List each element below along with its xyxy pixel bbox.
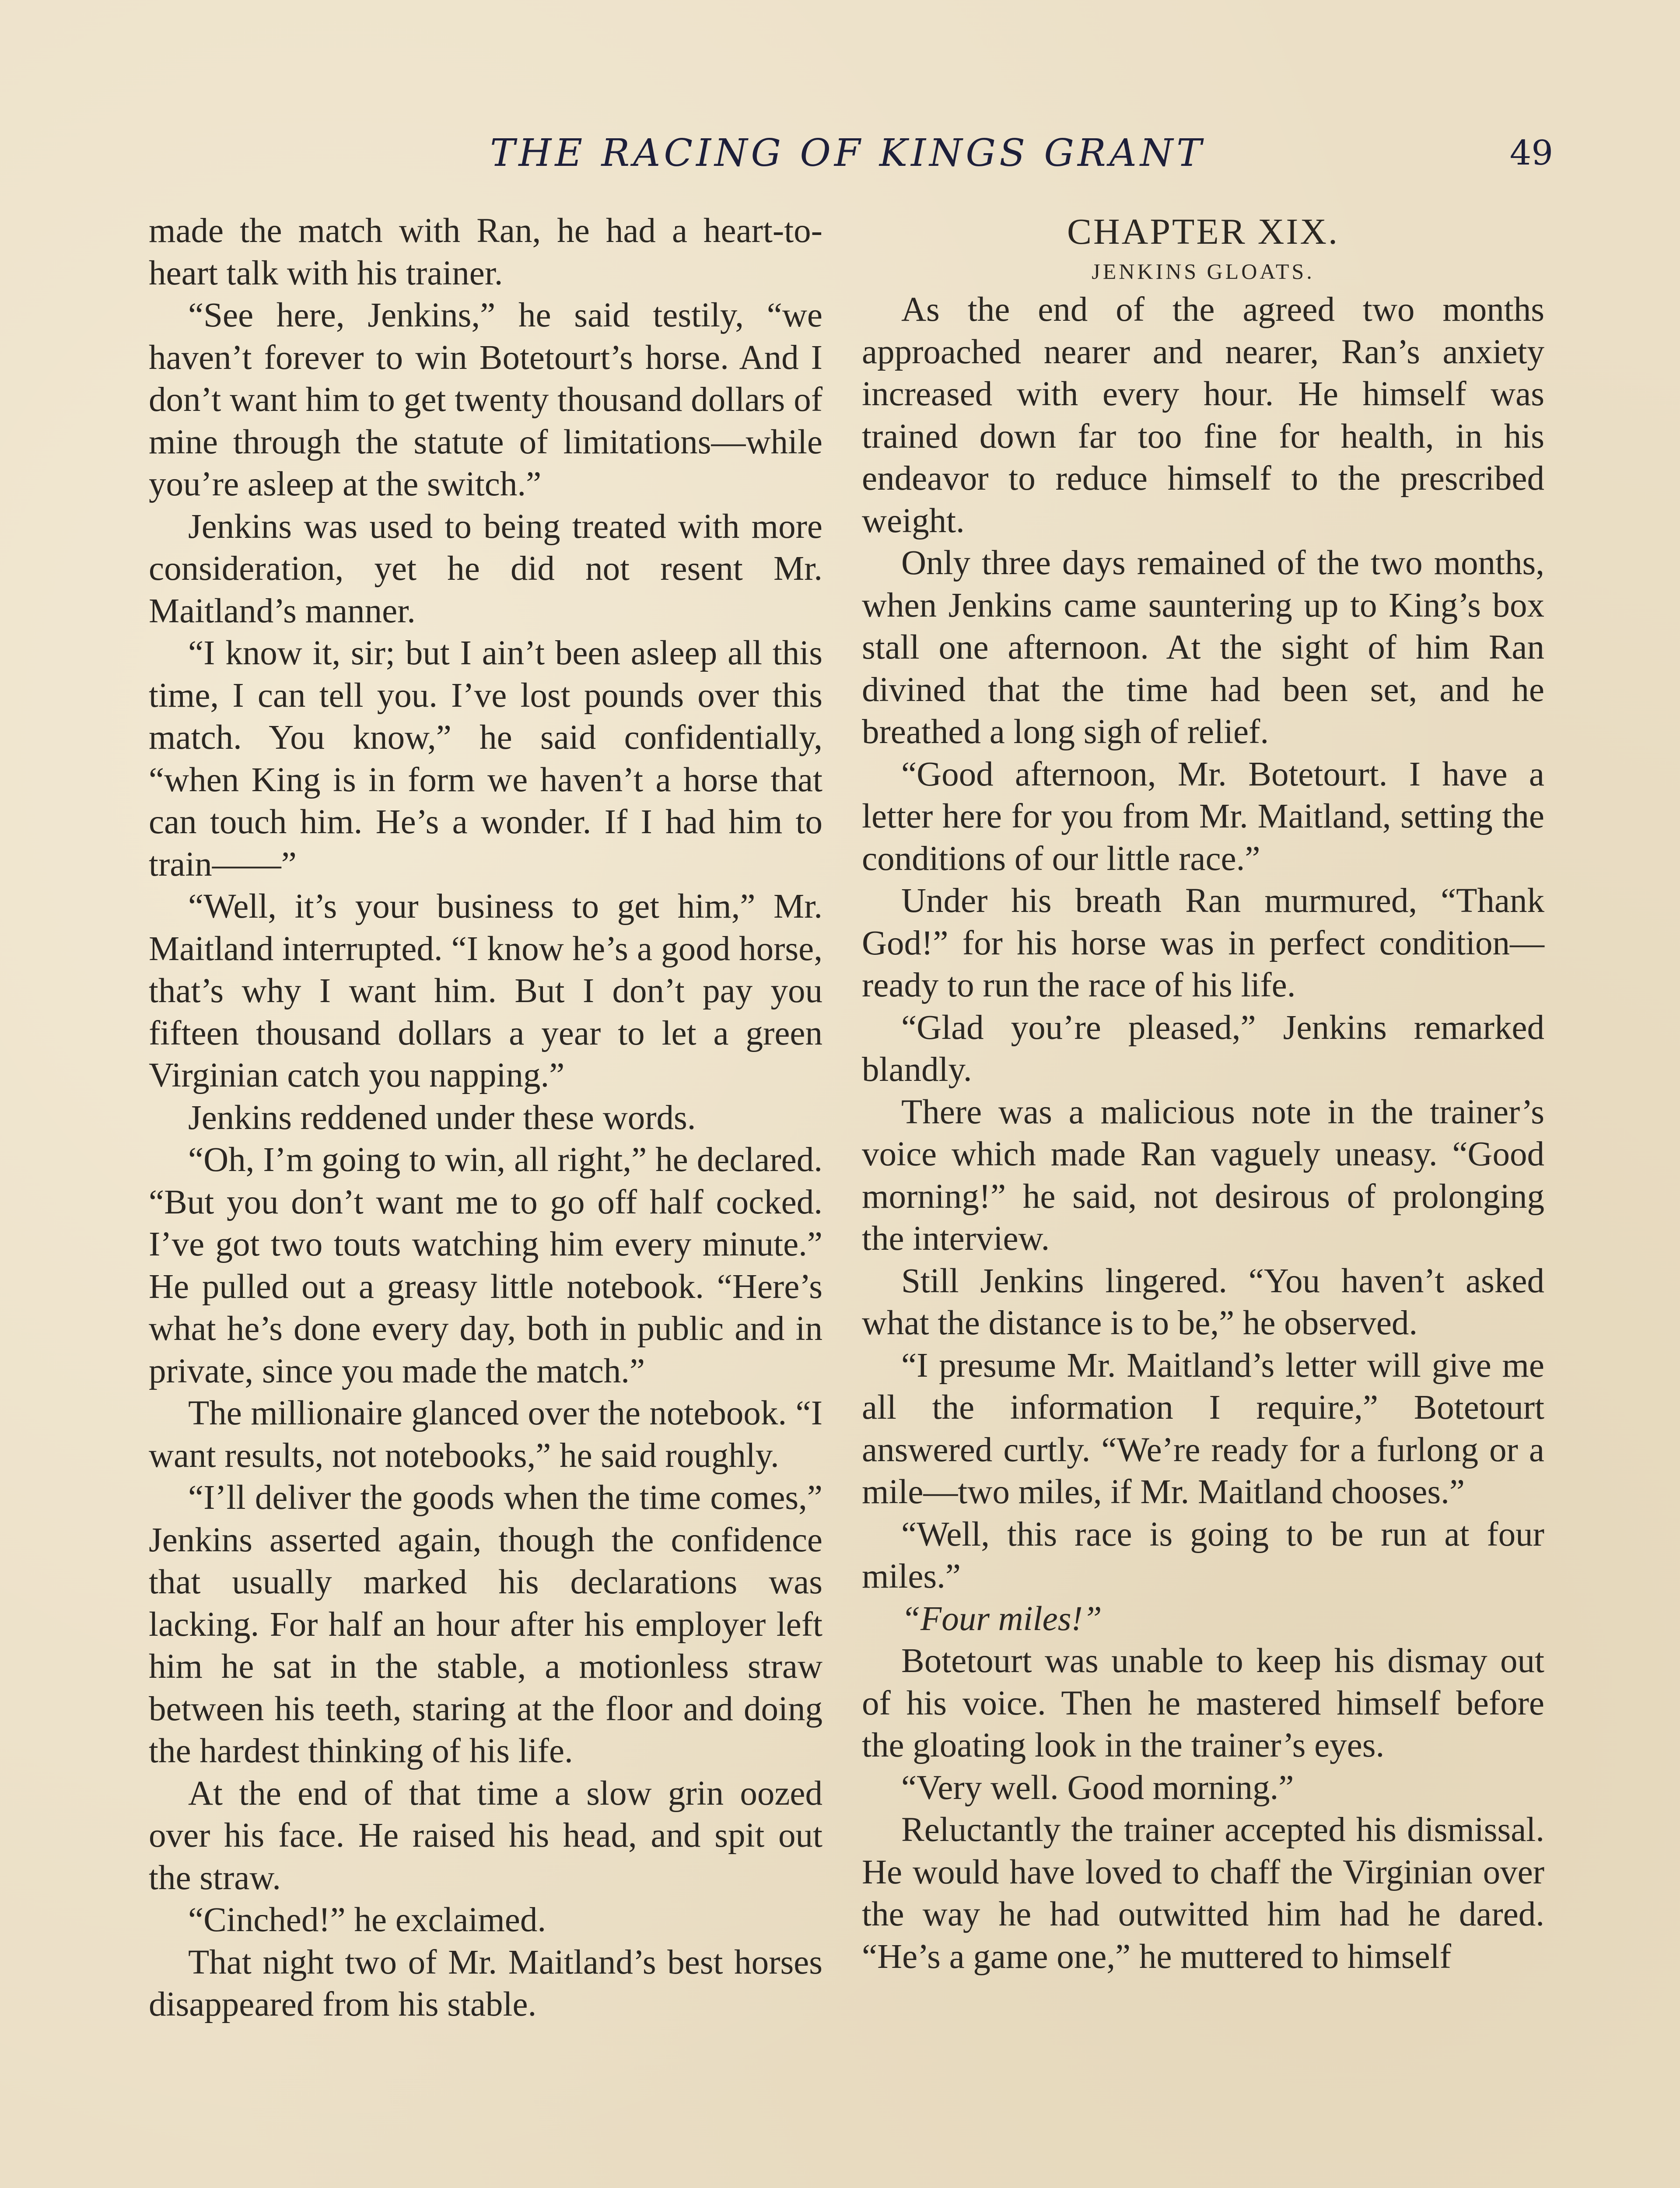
paragraph: “Glad you’re pleased,” Jenkins remarked blandly. (862, 1008, 1544, 1089)
running-title: THE RACING OF KINGS GRANT (490, 131, 1205, 175)
paragraph: “I’ll deliver the goods when the time comes,” Jenkins asserted again, though the confidence that usually marked his declarations was lacking. For half an hour after his employer left him he sat in the stable, a motionless straw between his teeth, staring at the floor and doing the hardest thinking of his life. (149, 1479, 822, 1770)
paragraph: Jenkins was used to being treated with more consideration, yet he did not resent Mr. Maitland’s manner. (149, 507, 822, 630)
paragraph: The millionaire glanced over the notebook. “I want results, not notebooks,” he said roughly. (149, 1394, 822, 1475)
paragraph: “Very well. Good morning.” (901, 1768, 1294, 1807)
paragraph: Jenkins reddened under these words. (188, 1098, 696, 1137)
paragraph: “Well, it’s your business to get him,” Mr. Maitland interrupted. “I know he’s a good horse, that’s why I want him. But I don’t pay you fifteen thousand dollars a year to let a green Virginian catch you napping.” (149, 887, 822, 1094)
paragraph: “Four miles!” (901, 1599, 1102, 1638)
paragraph: “Well, this race is going to be run at four miles.” (862, 1515, 1544, 1595)
paragraph: At the end of that time a slow grin oozed over his face. He raised his head, and spit out the straw. (149, 1774, 822, 1897)
paragraph: made the match with Ran, he had a heart-to-heart talk with his trainer. (149, 212, 822, 292)
page-number: 49 (1509, 133, 1553, 173)
paragraph: There was a malicious note in the trainer’s voice which made Ran vaguely uneasy. “Good morning!” he said, not desirous of prolonging the interview. (862, 1093, 1544, 1258)
paragraph: “Good afternoon, Mr. Botetourt. I have a letter here for you from Mr. Maitland, setting the conditions of our little race.” (862, 755, 1544, 878)
right-column (862, 210, 1544, 1978)
chapter-subtitle: JENKINS GLOATS. (1092, 259, 1315, 284)
paragraph: “Oh, I’m going to win, all right,” he declared. “But you don’t want me to go off half cocked. I’ve got two touts watching him every minute.” He pulled out a greasy little notebook. “Here’s what he’s done every day, both in public and in private, since you made the match.” (149, 1141, 822, 1390)
paragraph: Reluctantly the trainer accepted his dismissal. He would have loved to chaff the Virginian over the way he had outwitted him had he dared. “He’s a game one,” he muttered to himself (862, 1811, 1544, 1976)
paragraph: Still Jenkins lingered. “You haven’t asked what the distance is to be,” he observed. (862, 1262, 1544, 1342)
paragraph: As the end of the agreed two months approached nearer and nearer, Ran’s anxiety increased with every hour. He himself was trained down far too fine for health, in his endeavor to reduce himself to the prescribed weight. (862, 291, 1544, 540)
paragraph: “See here, Jenkins,” he said testily, “we haven’t forever to win Botetourt’s horse. And I don’t want him to get twenty thousand dollars of mine through the statute of limitations—while you’re asleep at the switch.” (149, 296, 822, 503)
paragraph: That night two of Mr. Maitland’s best horses disappeared from his stable. (149, 1943, 822, 2023)
paragraph: “Cinched!” he exclaimed. (188, 1901, 546, 1939)
paragraph: “I presume Mr. Maitland’s letter will give me all the information I require,” Botetourt answered curtly. “We’re ready for a furlong or a mile—two miles, if Mr. Maitland chooses.” (862, 1346, 1544, 1511)
chapter-title: CHAPTER XIX. (1067, 211, 1339, 252)
paragraph: Botetourt was unable to keep his dismay out of his voice. Then he mastered himself before the gloating look in the trainer’s eyes. (862, 1642, 1544, 1764)
left-column (149, 210, 822, 2026)
paragraph: “I know it, sir; but I ain’t been asleep all this time, I can tell you. I’ve lost pounds over this match. You know,” he said confidentially, “when King is in form we haven’t a horse that can touch him. He’s a wonder. If I had him to train——” (149, 634, 822, 884)
paragraph: Under his breath Ran murmured, “Thank God!” for his horse was in perfect condition—ready to run the race of his life. (862, 882, 1544, 1004)
paragraph: Only three days remained of the two months, when Jenkins came sauntering up to King’s box stall one afternoon. At the sight of him Ran divined that the time had been set, and he breathed a long sigh of relief. (862, 544, 1544, 751)
